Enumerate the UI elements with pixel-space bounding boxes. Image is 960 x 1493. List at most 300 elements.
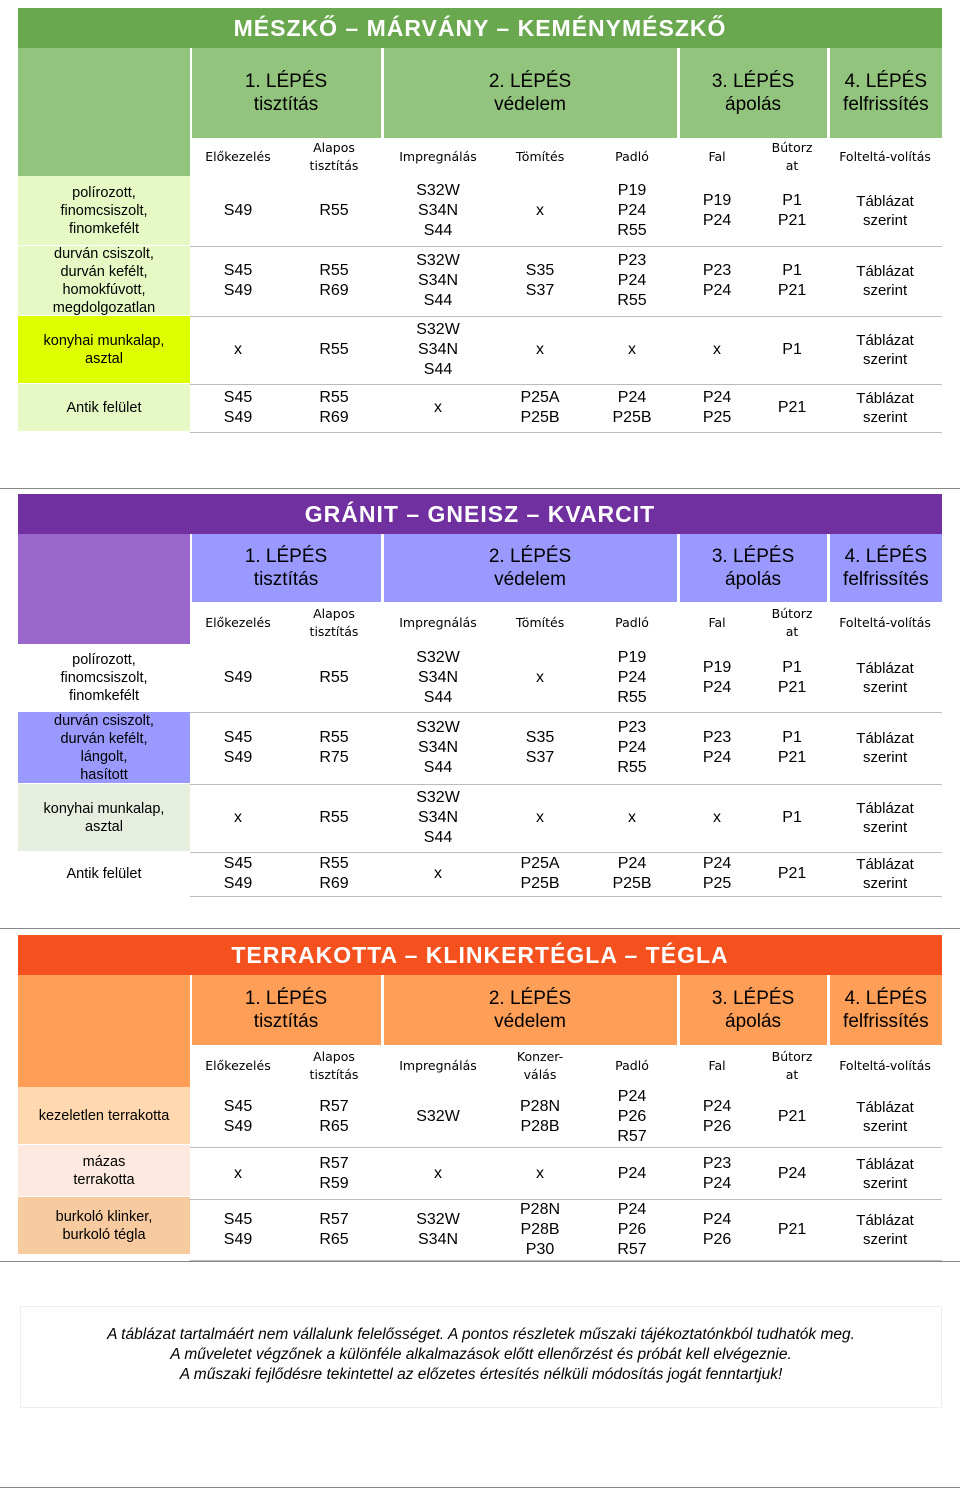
column-header-text: Tömítés <box>515 149 565 164</box>
cell-value: P23 <box>702 729 732 746</box>
cell-padlo <box>586 644 678 712</box>
cell-value: S45 <box>223 1211 253 1228</box>
step-name: tisztítás <box>253 569 319 590</box>
cell-value: szerint <box>862 1174 908 1192</box>
cell-value: R69 <box>319 282 349 299</box>
cell-tom <box>494 384 586 432</box>
cell-value: P24 <box>617 389 647 406</box>
column-header <box>678 602 756 644</box>
cell-value: P23 <box>702 262 732 279</box>
cell-value: P25B <box>520 875 560 892</box>
cell-value: P26 <box>702 1231 732 1248</box>
cell-value: P19 <box>617 181 647 199</box>
cell-value: R55 <box>319 262 349 279</box>
cell-imp <box>382 246 494 316</box>
cell-value: P1 <box>782 809 802 826</box>
column-header-text: Alapos <box>313 140 355 155</box>
column-header-text: Padló <box>615 615 649 630</box>
step-name: tisztítás <box>253 1011 319 1032</box>
cell-fal <box>678 712 756 784</box>
column-header <box>828 602 942 644</box>
condition-line: homokfúvott, <box>62 281 146 298</box>
cell-value: x <box>713 809 722 826</box>
cell-tom <box>494 176 586 246</box>
column-header <box>586 1045 678 1087</box>
cell-value: Táblázat <box>856 263 914 280</box>
column-header <box>286 602 382 644</box>
cell-alap <box>286 1200 382 1261</box>
column-header <box>756 138 828 176</box>
cell-butor <box>756 1200 828 1261</box>
step-name: ápolás <box>725 1011 782 1032</box>
cell-value: S44 <box>423 361 453 378</box>
step-name: ápolás <box>725 94 782 115</box>
condition-line: durván kefélt, <box>60 263 148 280</box>
cell-value: x <box>628 341 637 358</box>
cell-value: P25A <box>520 389 560 406</box>
cell-value: P1 <box>782 341 802 358</box>
cell-value: P24 <box>702 678 732 696</box>
cell-value: S49 <box>223 282 253 299</box>
cell-value: R57 <box>617 1241 647 1258</box>
cell-value: S44 <box>423 688 453 706</box>
cell-alap <box>286 176 382 246</box>
condition-line: Antik felület <box>66 399 142 416</box>
step-number: 1. LÉPÉS <box>244 71 328 92</box>
condition-line: hasított <box>80 766 128 783</box>
condition-line: konyhai munkalap, <box>43 800 165 817</box>
cell-alap <box>286 644 382 712</box>
condition-header-area <box>18 534 190 644</box>
cell-pre <box>190 852 286 896</box>
surface-condition <box>18 1087 190 1145</box>
condition-line: Antik felület <box>66 865 142 882</box>
condition-line: mázas <box>82 1153 126 1170</box>
step-number: 4. LÉPÉS <box>844 71 927 92</box>
column-header-text: Folteltá-volítás <box>839 615 931 630</box>
cell-pre <box>190 1087 286 1148</box>
cell-value: R55 <box>617 221 647 239</box>
cell-value: P24 <box>617 1088 647 1105</box>
cell-value: x <box>234 341 242 358</box>
cell-value: S49 <box>223 1231 253 1248</box>
cell-value: Táblázat <box>856 1212 914 1229</box>
surface-condition <box>18 852 190 896</box>
cell-value: Táblázat <box>856 192 914 210</box>
cell-value: S35 <box>525 262 555 279</box>
cell-pre <box>190 712 286 784</box>
cell-value: R55 <box>319 855 349 872</box>
cell-pre <box>190 176 286 246</box>
cell-value: P24 <box>702 1098 732 1115</box>
cell-value: S45 <box>223 1098 253 1115</box>
cell-value: P24 <box>617 739 647 756</box>
column-header-text: tisztítás <box>309 1067 359 1082</box>
cell-value: szerint <box>862 1118 908 1135</box>
step-number: 3. LÉPÉS <box>711 71 795 92</box>
column-header <box>586 602 678 644</box>
cell-fal <box>678 1087 756 1148</box>
condition-line: finomkefélt <box>68 687 140 704</box>
cell-butor <box>756 644 828 712</box>
cell-value: S44 <box>423 292 453 309</box>
cell-value: S32W <box>416 1211 460 1228</box>
column-header-text: Bútorz <box>771 140 813 155</box>
disclaimer-line: A műveletet végzőnek a különféle alkalmazások előtt ellenőrzést és próbát kell elvégeznie. <box>170 1346 792 1363</box>
surface-condition <box>18 316 190 384</box>
cell-value: Táblázat <box>856 1099 914 1116</box>
cell-value: R57 <box>319 1098 349 1115</box>
cell-value: P28B <box>520 1221 560 1238</box>
disclaimer-line: A műszaki fejlődésre tekintettel az előzetes értesítés nélküli módosítás jogát fenntartjuk! <box>179 1366 783 1383</box>
cell-value: Táblázat <box>856 332 914 349</box>
disclaimer-line: A táblázat tartalmáért nem vállalunk felelősséget. A pontos részletek műszaki tájékoztatónkból tudhatók meg. <box>107 1326 855 1343</box>
cell-butor <box>756 1087 828 1148</box>
column-header-text: Előkezelés <box>205 149 271 164</box>
cell-value: x <box>536 341 545 358</box>
step-header <box>190 975 382 1045</box>
cell-alap <box>286 316 382 384</box>
column-header-text: Alapos <box>313 606 355 621</box>
cell-padlo <box>586 384 678 432</box>
column-header <box>756 602 828 644</box>
cell-value: R55 <box>617 292 647 309</box>
cell-value: S45 <box>223 262 253 279</box>
surface-condition <box>18 384 190 432</box>
cell-value: x <box>434 399 443 416</box>
cell-value: S32W <box>416 648 460 666</box>
cell-value: R69 <box>319 875 349 892</box>
cell-value: P24 <box>617 668 647 686</box>
cell-value: S44 <box>423 221 453 239</box>
cell-imp <box>382 644 494 712</box>
column-header <box>286 138 382 176</box>
column-header-text: Folteltá-volítás <box>839 149 931 164</box>
surface-condition <box>18 784 190 852</box>
condition-line: asztal <box>85 818 123 835</box>
step-number: 2. LÉPÉS <box>488 71 572 92</box>
cell-value: R69 <box>319 409 349 426</box>
condition-line: asztal <box>85 350 123 367</box>
cell-imp <box>382 712 494 784</box>
cell-value: P26 <box>617 1108 647 1125</box>
step-header <box>190 48 382 138</box>
cell-pre <box>190 1200 286 1261</box>
cell-padlo <box>586 852 678 896</box>
cell-fal <box>678 384 756 432</box>
cell-value: szerint <box>862 409 908 426</box>
cell-value: P24 <box>702 1174 732 1192</box>
cell-value: P28N <box>520 1098 561 1115</box>
cell-alap <box>286 384 382 432</box>
cell-value: Táblázat <box>856 1155 914 1173</box>
cell-tom <box>494 712 586 784</box>
step-number: 3. LÉPÉS <box>711 546 795 567</box>
cell-value: S49 <box>223 201 253 219</box>
cell-fal <box>678 1200 756 1261</box>
cell-value: P24 <box>702 211 732 229</box>
cell-tom <box>494 1200 586 1261</box>
cell-value: P25B <box>612 409 652 426</box>
column-header-text: Tömítés <box>515 615 565 630</box>
step-header <box>678 48 828 138</box>
cell-value: S45 <box>223 389 253 406</box>
cell-value: P1 <box>782 729 802 746</box>
step-number: 4. LÉPÉS <box>844 546 927 567</box>
cell-value: x <box>536 1164 545 1182</box>
step-number: 4. LÉPÉS <box>844 988 927 1009</box>
cell-value: P25B <box>520 409 560 426</box>
section-title: GRÁNIT – GNEISZ – KVARCIT <box>18 494 942 534</box>
cell-value: szerint <box>862 819 908 836</box>
section-divider <box>0 928 960 929</box>
cell-pre <box>190 1148 286 1200</box>
column-header <box>828 1045 942 1087</box>
column-header <box>190 1045 286 1087</box>
cell-value: P21 <box>777 865 807 882</box>
cell-fal <box>678 176 756 246</box>
cell-value: P21 <box>777 1221 807 1238</box>
step-name: felfrissítés <box>843 569 929 590</box>
cell-value: P1 <box>782 191 802 209</box>
condition-line: polírozott, <box>72 184 136 201</box>
cell-value: S32W <box>416 181 460 199</box>
cell-padlo <box>586 1148 678 1200</box>
step-number: 1. LÉPÉS <box>244 988 328 1009</box>
column-header-text: válás <box>523 1067 557 1082</box>
cell-butor <box>756 246 828 316</box>
cell-value: S44 <box>423 759 453 776</box>
step-name: védelem <box>494 1011 566 1032</box>
cell-value: R75 <box>319 749 349 766</box>
cell-imp <box>382 784 494 852</box>
section-divider <box>0 1261 960 1262</box>
cell-value: x <box>234 809 242 826</box>
cell-butor <box>756 1148 828 1200</box>
column-header <box>494 602 586 644</box>
cell-padlo <box>586 176 678 246</box>
cell-value: S32W <box>416 252 460 269</box>
column-header <box>382 602 494 644</box>
cell-value: P25 <box>702 875 732 892</box>
column-header <box>586 138 678 176</box>
cell-value: R65 <box>319 1231 349 1248</box>
cell-value: R57 <box>319 1154 349 1172</box>
cell-imp <box>382 1148 494 1200</box>
condition-line: konyhai munkalap, <box>43 332 165 349</box>
cell-value: szerint <box>862 875 908 892</box>
cell-value: R55 <box>319 201 349 219</box>
column-header-text: Folteltá-volítás <box>839 1058 931 1073</box>
cell-value: R55 <box>319 668 349 686</box>
step-header <box>190 534 382 602</box>
cell-butor <box>756 784 828 852</box>
column-header <box>190 138 286 176</box>
cell-value: S37 <box>525 282 555 299</box>
condition-line: megdolgozatlan <box>52 299 156 316</box>
cell-folt <box>828 384 942 432</box>
cell-value: x <box>536 201 545 219</box>
cell-value: S34N <box>418 668 459 686</box>
cell-value: P21 <box>777 678 807 696</box>
cell-value: S32W <box>416 719 460 736</box>
cell-value: R55 <box>319 389 349 406</box>
cell-padlo <box>586 1087 678 1148</box>
cell-alap <box>286 1087 382 1148</box>
column-header <box>678 1045 756 1087</box>
cell-value: P24 <box>702 749 732 766</box>
cell-fal <box>678 784 756 852</box>
column-header-text: at <box>785 1067 799 1082</box>
cell-value: P30 <box>525 1241 555 1258</box>
column-header-text: Padló <box>615 1058 649 1073</box>
column-header-text: Bútorz <box>771 1049 813 1064</box>
cell-alap <box>286 712 382 784</box>
column-header <box>382 1045 494 1087</box>
cell-value: S35 <box>525 729 555 746</box>
cell-value: S32W <box>416 789 460 806</box>
cell-alap <box>286 784 382 852</box>
cell-value: S32W <box>416 1108 460 1125</box>
condition-line: finomkefélt <box>68 220 140 237</box>
cell-value: R55 <box>319 809 349 826</box>
step-number: 1. LÉPÉS <box>244 546 328 567</box>
cell-value: R55 <box>617 759 647 776</box>
cell-value: P25B <box>612 875 652 892</box>
cell-imp <box>382 384 494 432</box>
cell-value: szerint <box>862 749 908 766</box>
column-header-text: at <box>785 158 799 173</box>
cell-padlo <box>586 1200 678 1261</box>
cell-butor <box>756 852 828 896</box>
step-name: védelem <box>494 569 566 590</box>
step-name: felfrissítés <box>843 94 929 115</box>
cell-value: P24 <box>702 1211 732 1228</box>
cell-tom <box>494 784 586 852</box>
cell-value: P1 <box>782 262 802 279</box>
cell-value: P28N <box>520 1201 561 1218</box>
cell-tom <box>494 1148 586 1200</box>
cell-tom <box>494 1087 586 1148</box>
column-header-text: Fal <box>708 1058 726 1073</box>
cell-pre <box>190 784 286 852</box>
cell-value: x <box>536 668 545 686</box>
column-header-text: Fal <box>708 615 726 630</box>
cell-folt <box>828 1200 942 1261</box>
column-header <box>678 138 756 176</box>
step-header <box>382 975 678 1045</box>
cell-value: P28B <box>520 1118 560 1135</box>
step-number: 2. LÉPÉS <box>488 988 572 1009</box>
cell-value: P26 <box>702 1118 732 1135</box>
cell-value: Táblázat <box>856 800 914 817</box>
cell-value: P24 <box>617 272 647 289</box>
surface-condition <box>18 1197 190 1255</box>
cell-value: P25 <box>702 409 732 426</box>
cell-fal <box>678 1148 756 1200</box>
section-divider <box>0 488 960 489</box>
cell-folt <box>828 1087 942 1148</box>
cell-value: x <box>434 865 443 882</box>
cell-tom <box>494 246 586 316</box>
cell-value: P24 <box>617 855 647 872</box>
cell-value: P24 <box>617 201 647 219</box>
cell-value: S49 <box>223 668 253 686</box>
cell-value: szerint <box>862 282 908 299</box>
cell-value: S45 <box>223 729 253 746</box>
column-header-text: Előkezelés <box>205 615 271 630</box>
surface-condition <box>18 1145 190 1197</box>
cell-value: P25A <box>520 855 560 872</box>
condition-line: kezeletlen terrakotta <box>38 1107 170 1124</box>
cell-value: Táblázat <box>856 659 914 677</box>
cell-imp <box>382 1087 494 1148</box>
cell-value: P23 <box>617 252 647 269</box>
cell-padlo <box>586 784 678 852</box>
condition-header-area <box>18 48 190 176</box>
cell-fal <box>678 316 756 384</box>
column-header <box>382 138 494 176</box>
cell-value: S44 <box>423 829 453 846</box>
cell-value: P21 <box>777 211 807 229</box>
cell-folt <box>828 644 942 712</box>
step-header <box>678 534 828 602</box>
cell-folt <box>828 316 942 384</box>
cell-pre <box>190 644 286 712</box>
column-header-text: Padló <box>615 149 649 164</box>
cell-padlo <box>586 712 678 784</box>
section-title: TERRAKOTTA – KLINKERTÉGLA – TÉGLA <box>18 935 942 975</box>
condition-line: burkoló klinker, <box>55 1208 153 1225</box>
cell-value: R57 <box>617 1128 647 1145</box>
step-name: védelem <box>494 94 566 115</box>
column-header-text: tisztítás <box>309 158 359 173</box>
cell-value: S34N <box>418 809 459 826</box>
cell-value: x <box>234 1164 242 1182</box>
cell-value: P21 <box>777 1108 807 1125</box>
step-number: 3. LÉPÉS <box>711 988 795 1009</box>
column-header-text: Impregnálás <box>399 615 477 630</box>
cell-value: P24 <box>702 389 732 406</box>
cell-tom <box>494 316 586 384</box>
column-header-text: Impregnálás <box>399 149 477 164</box>
step-name: tisztítás <box>253 94 319 115</box>
cell-value: S32W <box>416 321 460 338</box>
cell-value: szerint <box>862 211 908 229</box>
column-header-text: Fal <box>708 149 726 164</box>
condition-header-area <box>18 975 190 1087</box>
cell-folt <box>828 246 942 316</box>
column-header <box>494 138 586 176</box>
cell-value: R65 <box>319 1118 349 1135</box>
step-number: 2. LÉPÉS <box>488 546 572 567</box>
condition-line: durván csiszolt, <box>54 245 154 262</box>
cell-alap <box>286 1148 382 1200</box>
cell-value: P24 <box>702 855 732 872</box>
column-header <box>286 1045 382 1087</box>
cell-value: szerint <box>862 678 908 696</box>
condition-line: terrakotta <box>73 1171 135 1188</box>
cell-value: P21 <box>777 399 807 416</box>
surface-condition <box>18 176 190 246</box>
condition-line: finomcsiszolt, <box>60 669 148 686</box>
cell-folt <box>828 1148 942 1200</box>
cell-folt <box>828 176 942 246</box>
cell-value: Táblázat <box>856 730 914 747</box>
surface-condition <box>18 644 190 712</box>
section-title: MÉSZKŐ – MÁRVÁNY – KEMÉNYMÉSZKŐ <box>18 8 942 48</box>
cell-value: S37 <box>525 749 555 766</box>
